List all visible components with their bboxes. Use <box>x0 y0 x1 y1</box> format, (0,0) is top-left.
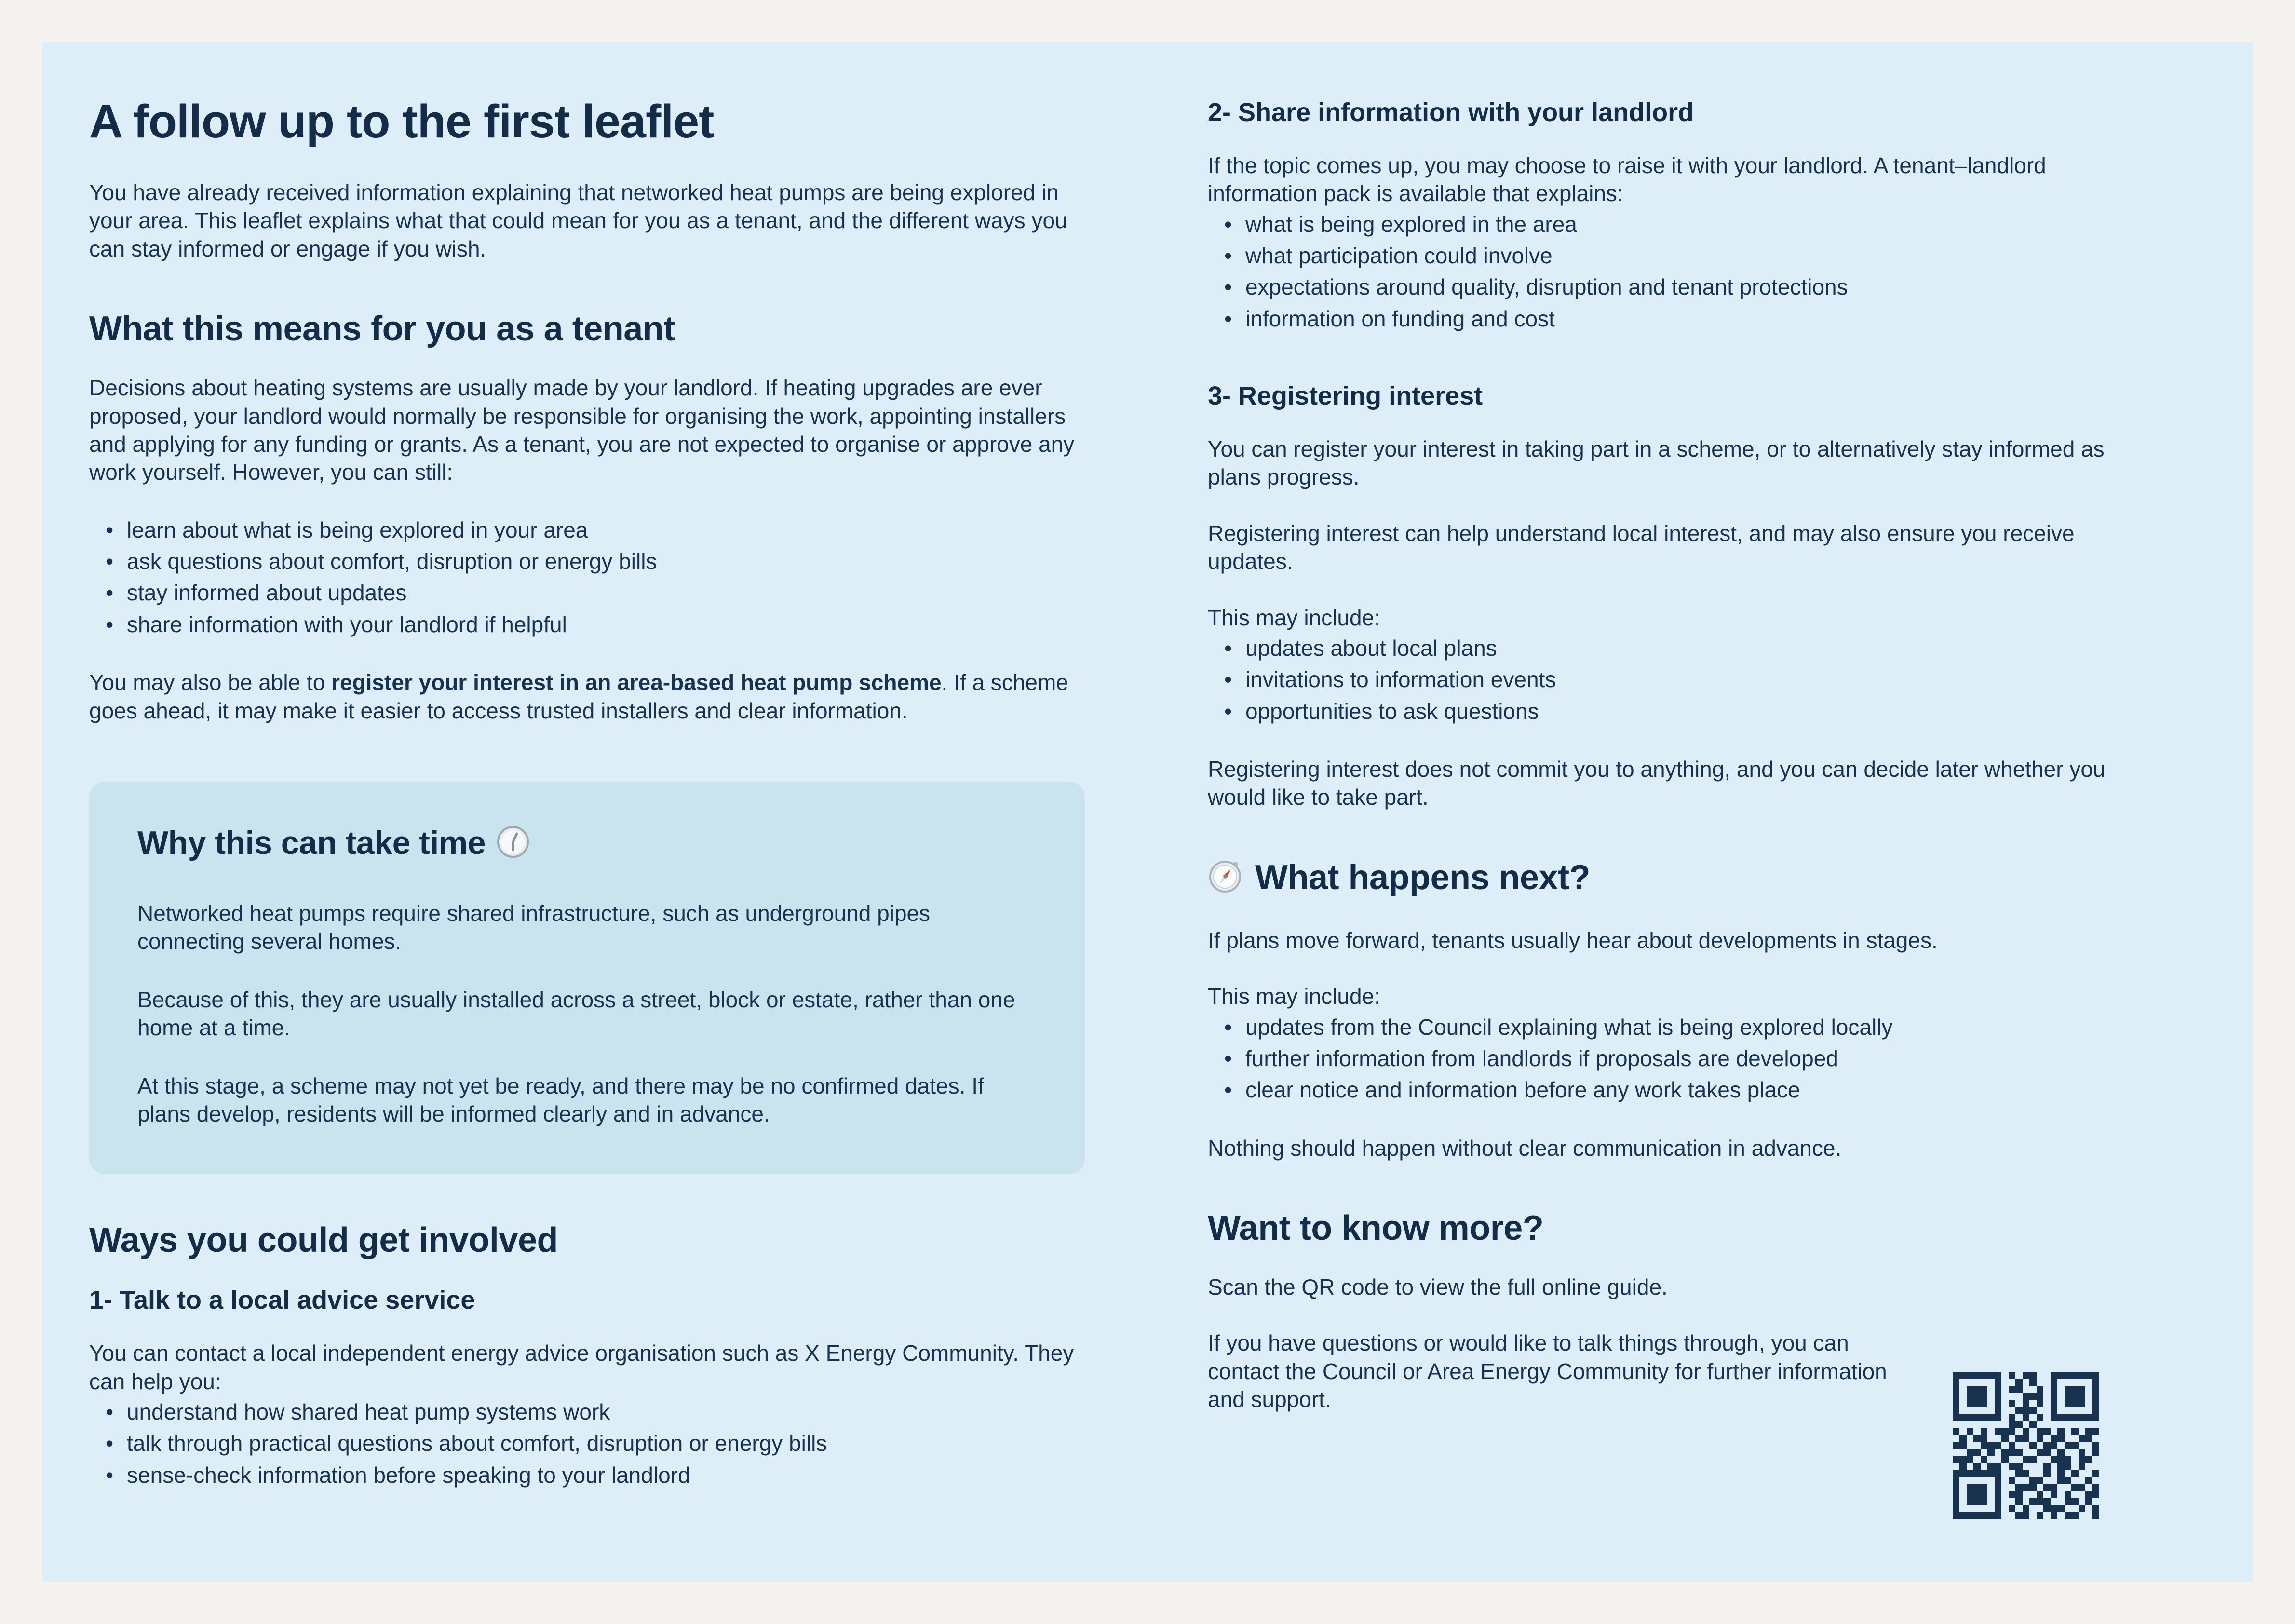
step3-heading: 3- Registering interest <box>1208 381 1483 411</box>
list-item: • information on funding and cost <box>1224 303 2142 335</box>
list-item: • learn about what is being explored in your area <box>106 514 1085 546</box>
next-heading-text: What happens next? <box>1255 858 1591 897</box>
box-paragraph: At this stage, a scheme may not yet be ready, and there may be no confirmed dates. If plans develop, residents will be informed clearly and in advance. <box>137 1073 984 1126</box>
section-heading-next <box>1208 858 2142 901</box>
step3-paragraph: You can register your interest in taking part in a scheme, or to alternatively stay informed as plans progress. <box>1208 436 2105 490</box>
list-item: • invitations to information events <box>1224 664 2142 695</box>
tenant-paragraph: Decisions about heating systems are usually made by your landlord. If heating upgrades are ever proposed, your landlord would normally be responsible for organising the work, appointing installers and applying for any funding or grants. As a tenant, you are not expected to organise or approve any work yourself. However, you can still: <box>89 375 1075 485</box>
box-paragraph: Because of this, they are usually installed across a street, block or estate, rather than one home at a time. <box>137 987 1015 1041</box>
next-paragraph: If plans move forward, tenants usually hear about developments in stages. <box>1208 927 1938 953</box>
list-item: • sense-check information before speaking to your landlord <box>106 1460 1085 1491</box>
section-heading-tenant: What this means for you as a tenant <box>89 310 675 349</box>
register-paragraph <box>89 668 1085 725</box>
page-title: A follow up to the first leaflet <box>89 95 714 148</box>
leaflet-card <box>42 42 2253 1582</box>
register-bold: register your interest in an area-based heat pump scheme <box>331 670 942 695</box>
more-paragraph: Scan the QR code to view the full online guide. <box>1208 1274 1668 1299</box>
list-item: • updates about local plans <box>1224 633 2142 664</box>
list-item: • what is being explored in the area <box>1224 209 2142 240</box>
section-heading-more: Want to know more? <box>1208 1209 1544 1247</box>
step2-paragraph: If the topic comes up, you may choose to raise it with your landlord. A tenant–landlord information pack is available that explains: <box>1208 153 2046 206</box>
why-this-can-take-time-box <box>89 782 1085 1174</box>
list-item: • share information with your landlord if helpful <box>106 609 1085 640</box>
step1-paragraph: You can contact a local independent energy advice organisation such as X Energy Community. They can help you: <box>89 1340 1074 1394</box>
step1-bullet-list <box>89 1396 1085 1491</box>
list-item: • ask questions about comfort, disruption or energy bills <box>106 546 1085 577</box>
step3-include-label: This may include: <box>1208 605 1380 630</box>
list-item: • understand how shared heat pump systems work <box>106 1396 1085 1428</box>
box-heading <box>137 824 1037 866</box>
register-post: . If a scheme goes ahead, it may make it easier to access trusted installers and clear information. <box>89 670 1068 723</box>
qr-code <box>1953 1372 2099 1519</box>
left-column <box>89 95 1085 1538</box>
section-heading-involved: Ways you could get involved <box>89 1221 558 1260</box>
list-item: • clear notice and information before any work takes place <box>1224 1074 2142 1106</box>
box-paragraph: Networked heat pumps require shared infrastructure, such as underground pipes connecting several homes. <box>137 900 931 954</box>
intro-paragraph: You have already received information explaining that networked heat pumps are being explored in your area. This leaflet explains what that could mean for you as a tenant, and the different ways you can stay informed or engage if you wish. <box>89 180 1067 261</box>
more-text-block <box>1208 1273 1888 1414</box>
clock-face-icon <box>497 826 529 866</box>
step1-heading: 1- Talk to a local advice service <box>89 1286 475 1315</box>
next-paragraph: Nothing should happen without clear communication in advance. <box>1208 1135 1842 1161</box>
next-include-label: This may include: <box>1208 984 1380 1009</box>
box-heading-text: Why this can take time <box>137 824 486 861</box>
list-item: • what participation could involve <box>1224 240 2142 271</box>
more-paragraph: If you have questions or would like to talk things through, you can contact the Council or Area Energy Community for further information and support. <box>1208 1330 1887 1412</box>
step2-heading: 2- Share information with your landlord <box>1208 98 1694 127</box>
list-item: • expectations around quality, disruption and tenant protections <box>1224 271 2142 303</box>
right-column <box>1208 95 2142 1538</box>
list-item: • opportunities to ask questions <box>1224 696 2142 727</box>
list-item: • further information from landlords if proposals are developed <box>1224 1043 2142 1074</box>
step3-bullet-list <box>1208 633 2142 727</box>
compass-icon <box>1208 858 1242 901</box>
list-item: • stay informed about updates <box>106 577 1085 609</box>
list-item: • updates from the Council explaining what is being explored locally <box>1224 1012 2142 1043</box>
step3-paragraph: Registering interest can help understand local interest, and may also ensure you receive updates. <box>1208 520 2075 574</box>
tenant-bullet-list <box>89 514 1085 640</box>
step2-bullet-list <box>1208 209 2142 335</box>
list-item: • talk through practical questions about comfort, disruption or energy bills <box>106 1428 1085 1459</box>
step3-paragraph: Registering interest does not commit you to anything, and you can decide later whether you would like to take part. <box>1208 757 2106 810</box>
register-pre: You may also be able to <box>89 670 332 695</box>
next-bullet-list <box>1208 1012 2142 1106</box>
